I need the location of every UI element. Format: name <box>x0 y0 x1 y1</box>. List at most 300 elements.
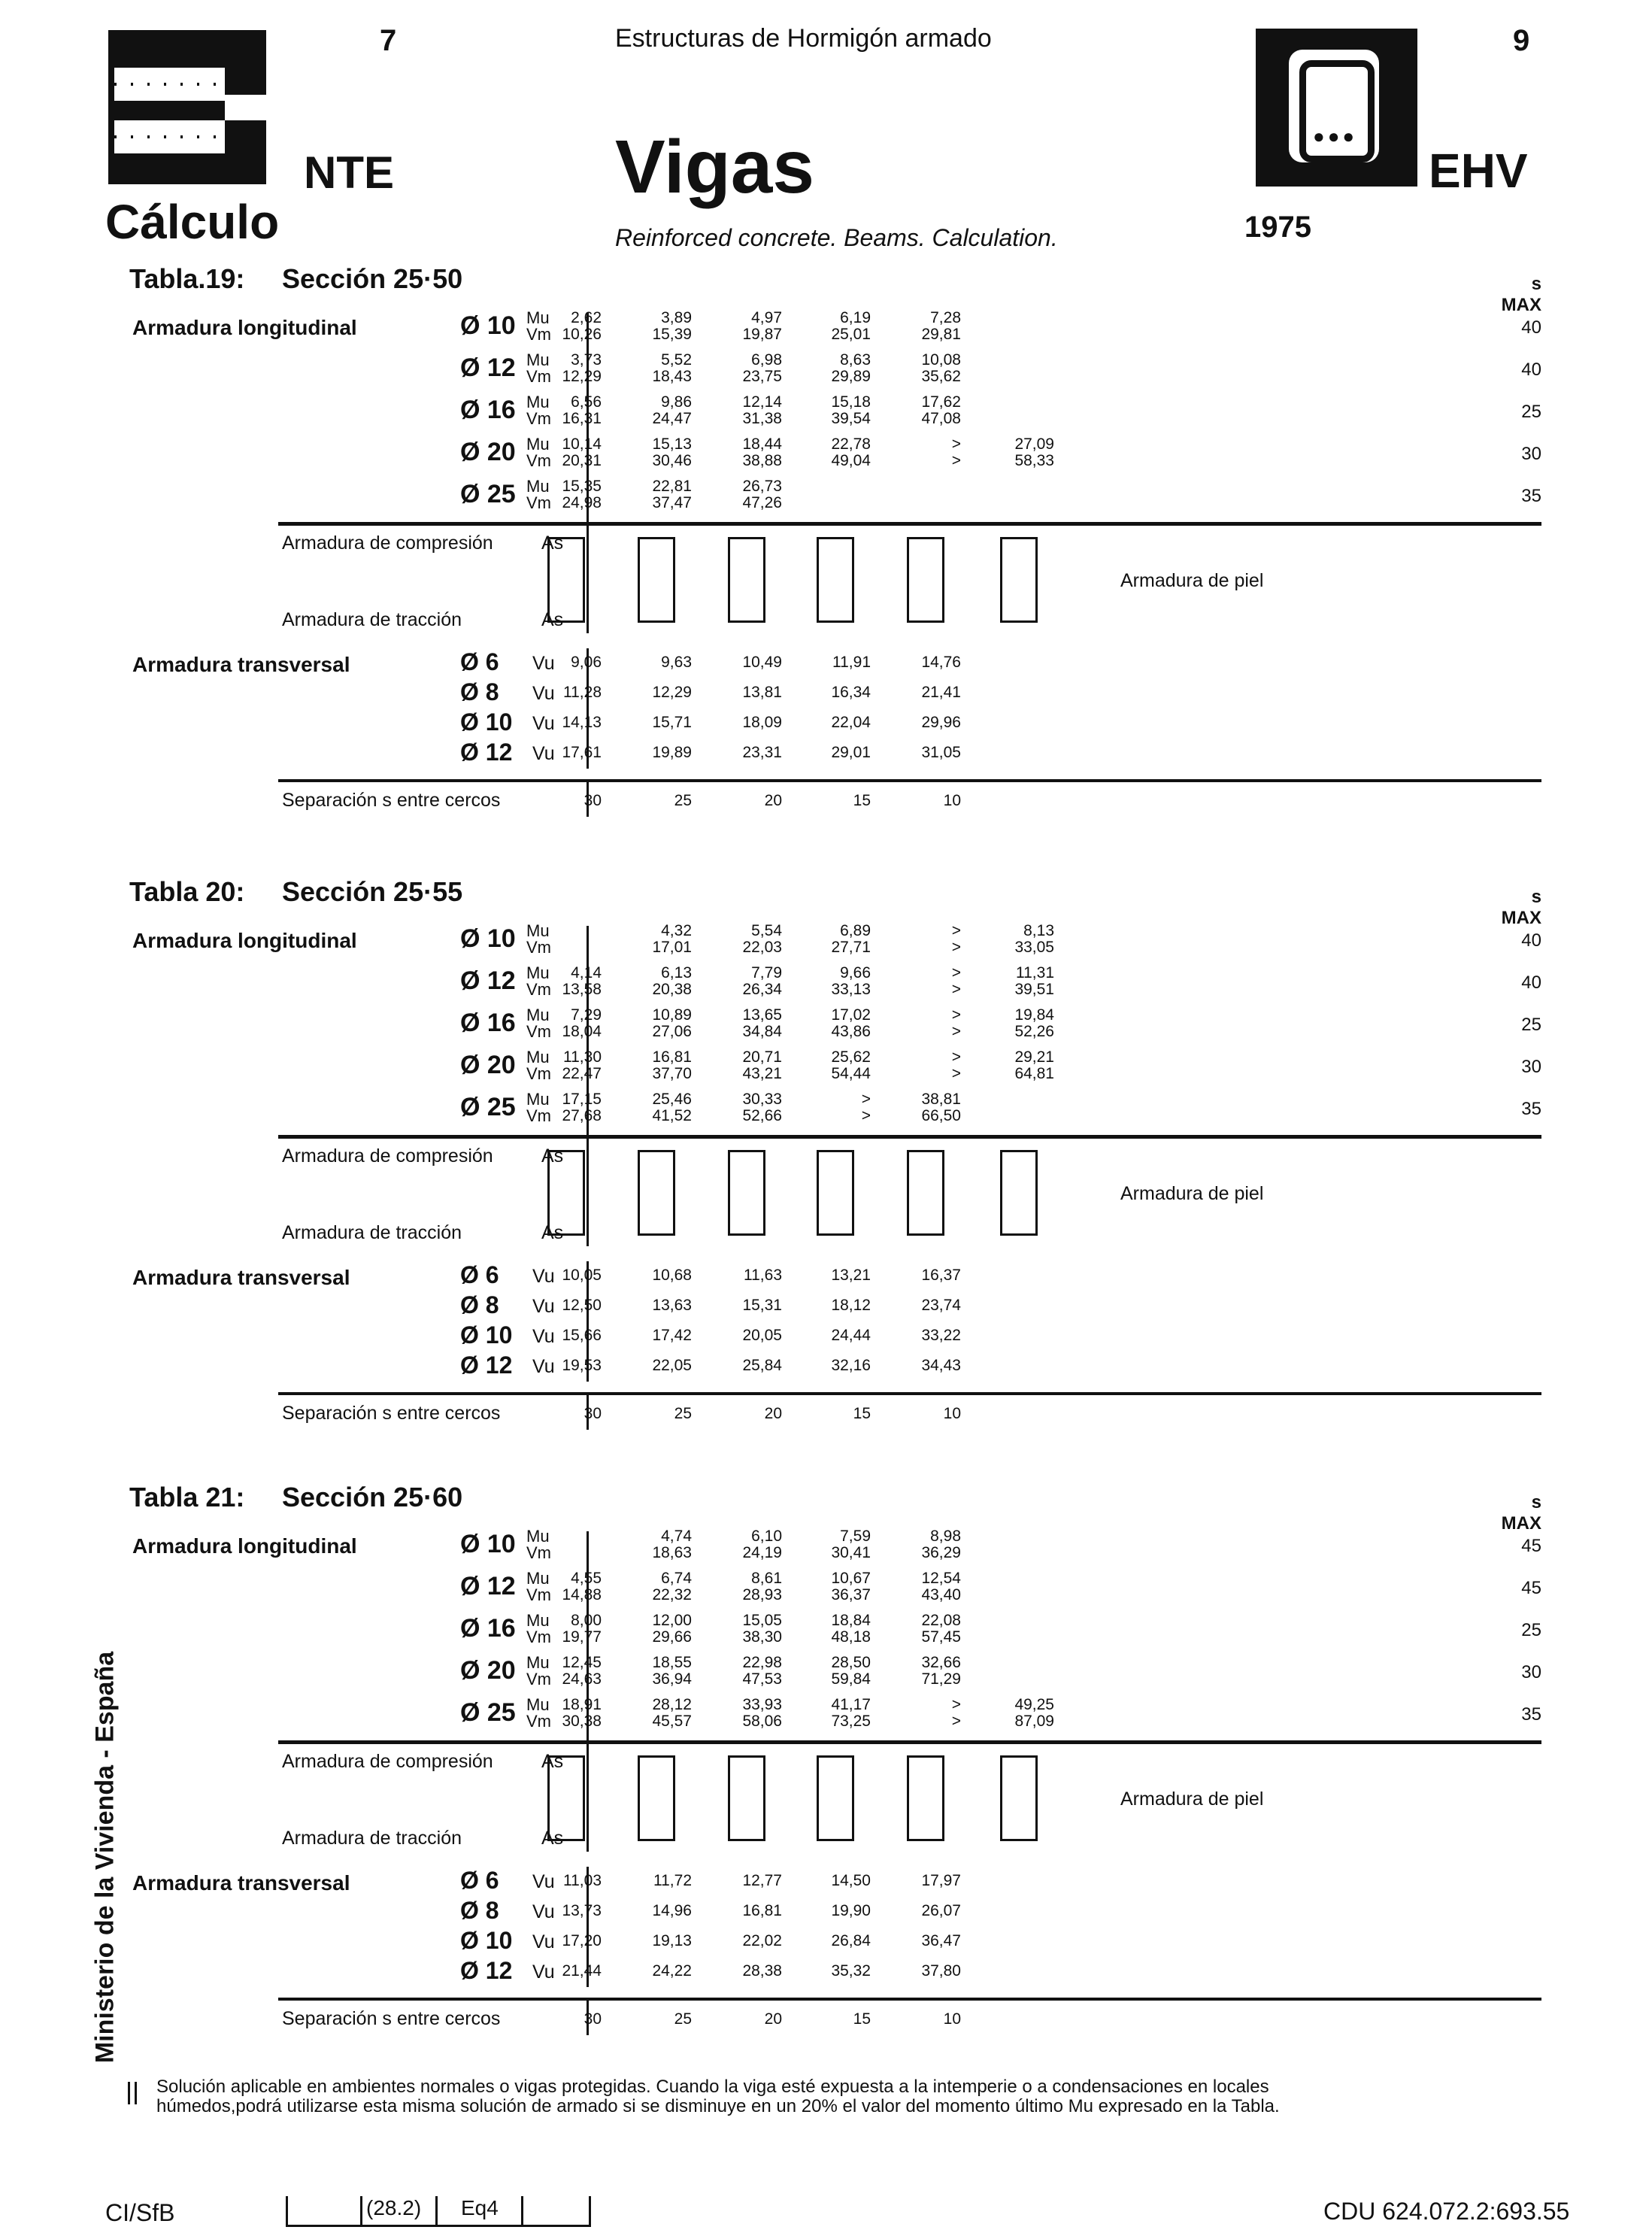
vu-value: 14,96 <box>652 1902 692 1919</box>
longitudinal-label: Armadura longitudinal <box>132 1534 357 1558</box>
vu-value: 18,12 <box>831 1297 871 1314</box>
stirrup-diameter: Ø 8 <box>460 678 499 705</box>
vu-label: Vu <box>532 1356 555 1377</box>
stirrup-spacing: 10 <box>943 1405 961 1422</box>
mu-value: 7,28 <box>930 309 961 326</box>
reinforcement-diagram-3 <box>728 1150 765 1236</box>
stirrup-spacing: 20 <box>764 1405 782 1422</box>
vm-value: 20,31 <box>562 452 602 469</box>
bar-diameter: Ø 20 <box>460 1656 516 1685</box>
smax-value: 30 <box>1521 1057 1541 1077</box>
nte-ruler-logo <box>108 30 266 184</box>
mu-value: 11,30 <box>563 1048 602 1066</box>
vm-value: 12,29 <box>562 368 602 385</box>
vu-value: 35,32 <box>831 1962 871 1980</box>
vu-value: 19,89 <box>652 744 692 761</box>
vu-value: 14,13 <box>562 714 602 731</box>
vu-value: 9,06 <box>571 654 602 671</box>
mu-value: 3,73 <box>571 351 602 369</box>
vm-value: 36,37 <box>831 1586 871 1603</box>
reinforcement-diagram-2 <box>638 537 675 623</box>
skin-reinforcement-label: Armadura de piel <box>1120 1183 1264 1204</box>
mu-label: Mu <box>526 308 550 327</box>
vu-value: 13,63 <box>652 1297 692 1314</box>
vu-label: Vu <box>532 1961 555 1983</box>
mu-value: 4,97 <box>751 309 782 326</box>
table-number: Tabla 21: <box>129 1482 245 1512</box>
vm-value: 73,25 <box>831 1713 871 1730</box>
vu-value: 12,50 <box>562 1297 602 1314</box>
smax-value: 40 <box>1521 360 1541 380</box>
mu-value: 6,74 <box>661 1570 692 1587</box>
mu-value: 7,29 <box>571 1006 602 1024</box>
mu-value: 17,62 <box>921 393 961 411</box>
vm-value: 25,01 <box>831 326 871 343</box>
vm-label: Vm <box>526 493 551 512</box>
table-number: Tabla 20: <box>129 876 245 907</box>
stirrup-spacing: 15 <box>853 2010 871 2028</box>
vm-value: 19,87 <box>742 326 782 343</box>
mu-value: 12,14 <box>742 393 782 411</box>
vm-value: 39,54 <box>831 410 871 427</box>
smax-value: 25 <box>1521 1015 1541 1035</box>
bar-diameter: Ø 16 <box>460 1614 516 1643</box>
mu-label: Mu <box>526 921 550 940</box>
mu-value: 33,93 <box>742 1696 782 1713</box>
mu-value: 32,66 <box>921 1654 961 1671</box>
footnote <box>156 2077 1532 2116</box>
bar-diameter: Ø 25 <box>460 1698 516 1727</box>
vm-value: 26,34 <box>742 981 782 998</box>
smax-value: 25 <box>1521 1620 1541 1640</box>
longitudinal-label: Armadura longitudinal <box>132 929 357 952</box>
smax-header: s MAX <box>1501 274 1541 315</box>
vm-value: 18,04 <box>562 1023 602 1040</box>
vm-value: 27,06 <box>652 1023 692 1040</box>
longitudinal-label: Armadura longitudinal <box>132 316 357 339</box>
reinforcement-diagram-5 <box>907 537 944 623</box>
section-size: Sección 25·55 <box>282 876 463 907</box>
stirrup-diameter: Ø 12 <box>460 1957 513 1984</box>
transverse-label: Armadura transversal <box>132 653 350 676</box>
mu-value: 8,61 <box>751 1570 782 1587</box>
mu-value: 15,35 <box>562 478 602 495</box>
bar-diameter: Ø 20 <box>460 1051 516 1079</box>
ehv-code: EHV <box>1429 144 1528 198</box>
skin-reinforcement-label: Armadura de piel <box>1120 570 1264 591</box>
mu-value: 4,32 <box>661 922 692 939</box>
vu-value: 10,49 <box>742 654 782 671</box>
bar-diameter: Ø 12 <box>460 353 516 382</box>
reinforcement-diagram-4 <box>817 1755 854 1841</box>
vu-label: Vu <box>532 1901 555 1922</box>
separation-label: Separación s entre cercos <box>282 2008 501 2029</box>
transverse-label: Armadura transversal <box>132 1871 350 1895</box>
vm-value: 33,05 <box>1014 939 1054 956</box>
vu-value: 22,04 <box>831 714 871 731</box>
vm-label: Vm <box>526 1670 551 1688</box>
mu-value: 16,81 <box>652 1048 692 1066</box>
compression-symbol: As <box>541 532 564 554</box>
vm-value: 36,29 <box>921 1544 961 1561</box>
vm-value: 38,88 <box>742 452 782 469</box>
mu-label: Mu <box>526 477 550 496</box>
mu-label: Mu <box>526 1090 550 1109</box>
vu-label: Vu <box>532 743 555 764</box>
page-title: Vigas <box>615 125 814 209</box>
vu-value: 24,22 <box>652 1962 692 1980</box>
vm-value: 47,08 <box>921 410 961 427</box>
vm-label: Vm <box>526 1543 551 1562</box>
mu-value: 38,81 <box>921 1091 961 1108</box>
vm-value: 41,52 <box>652 1107 692 1124</box>
smax-value: 35 <box>1521 1704 1541 1725</box>
vu-value: 25,84 <box>742 1357 782 1374</box>
vu-value: 14,76 <box>921 654 961 671</box>
vu-value: 16,37 <box>921 1267 961 1284</box>
vu-value: 21,44 <box>562 1962 602 1980</box>
bar-diameter: Ø 10 <box>460 1530 516 1558</box>
vm-value: 24,19 <box>742 1544 782 1561</box>
reinforcement-diagram-2 <box>638 1755 675 1841</box>
smax-header: s MAX <box>1501 1492 1541 1534</box>
vu-value: 29,96 <box>921 714 961 731</box>
transverse-label: Armadura transversal <box>132 1266 350 1289</box>
table-divider-diagrams <box>587 1746 589 1852</box>
vm-value: 27,68 <box>562 1107 602 1124</box>
mu-value: 18,44 <box>742 435 782 453</box>
bar-diameter: Ø 25 <box>460 480 516 508</box>
vm-value: 71,29 <box>921 1670 961 1688</box>
vm-value: 66,50 <box>921 1107 961 1124</box>
bar-diameter: Ø 20 <box>460 438 516 466</box>
compression-label: Armadura de compresión <box>282 532 493 554</box>
mu-value: 8,98 <box>930 1528 961 1545</box>
mu-label: Mu <box>526 1006 550 1024</box>
mu-value: 29,21 <box>1014 1048 1054 1066</box>
vm-value: > <box>861 1107 871 1124</box>
vu-value: 31,05 <box>921 744 961 761</box>
mu-value: 9,86 <box>661 393 692 411</box>
vu-value: 21,41 <box>921 684 961 701</box>
vu-value: 13,73 <box>562 1902 602 1919</box>
vm-label: Vm <box>526 1064 551 1083</box>
vm-label: Vm <box>526 451 551 470</box>
bar-diameter: Ø 12 <box>460 966 516 995</box>
tension-label: Armadura de tracción <box>282 609 462 630</box>
reinforcement-diagram-5 <box>907 1755 944 1841</box>
mu-value: 30,33 <box>742 1091 782 1108</box>
mu-value: 15,13 <box>652 435 692 453</box>
stirrup-spacing: 25 <box>674 792 692 809</box>
mu-value: 6,89 <box>840 922 871 939</box>
vm-value: 49,04 <box>831 452 871 469</box>
vu-value: 22,05 <box>652 1357 692 1374</box>
footnote-line-1: Solución aplicable en ambientes normales o vigas protegidas. Cuando la viga esté expuesta a la intemperie o a condensaciones en locales <box>156 2077 1269 2097</box>
mu-value: 5,52 <box>661 351 692 369</box>
vu-value: 11,28 <box>563 684 602 701</box>
vu-value: 10,05 <box>562 1267 602 1284</box>
vu-value: 12,77 <box>742 1872 782 1889</box>
vu-value: 24,44 <box>831 1327 871 1344</box>
mu-value: 6,19 <box>840 309 871 326</box>
vm-value: 30,38 <box>562 1713 602 1730</box>
vm-label: Vm <box>526 367 551 386</box>
reinforcement-diagram-6 <box>1000 1150 1038 1236</box>
mu-value: 12,54 <box>921 1570 961 1587</box>
vm-value: 18,63 <box>652 1544 692 1561</box>
mu-value: 4,74 <box>661 1528 692 1545</box>
section-size: Sección 25·50 <box>282 263 463 294</box>
table-divider-diagrams <box>587 528 589 633</box>
vm-value: 52,66 <box>742 1107 782 1124</box>
stirrup-diameter: Ø 12 <box>460 1352 513 1379</box>
mu-value: 6,56 <box>571 393 602 411</box>
vu-value: 22,02 <box>742 1932 782 1949</box>
vm-value: 29,66 <box>652 1628 692 1646</box>
vm-label: Vm <box>526 1585 551 1604</box>
footnote-line-2: húmedos,podrá utilizarse esta misma solución de armado si se disminuye en un 20% el valor del momento último Mu expresado en la Tabla. <box>156 2096 1280 2116</box>
vu-value: 17,42 <box>652 1327 692 1344</box>
bar-diameter: Ø 25 <box>460 1093 516 1121</box>
mu-value: 19,84 <box>1014 1006 1054 1024</box>
vu-label: Vu <box>532 1326 555 1347</box>
vm-value: 58,33 <box>1014 452 1054 469</box>
compression-symbol: As <box>541 1751 564 1772</box>
mu-value: 2,62 <box>571 309 602 326</box>
mu-value: 20,71 <box>742 1048 782 1066</box>
vm-value: > <box>951 452 961 469</box>
stirrup-spacing: 15 <box>853 1405 871 1422</box>
vm-value: 58,06 <box>742 1713 782 1730</box>
smax-value: 30 <box>1521 444 1541 464</box>
vm-value: 36,94 <box>652 1670 692 1688</box>
mu-value: 27,09 <box>1014 435 1054 453</box>
mu-value: > <box>861 1091 871 1108</box>
mu-value: 12,00 <box>652 1612 692 1629</box>
mu-label: Mu <box>526 963 550 982</box>
vm-value: 31,38 <box>742 410 782 427</box>
vm-label: Vm <box>526 980 551 999</box>
vu-value: 20,05 <box>742 1327 782 1344</box>
vu-value: 33,22 <box>921 1327 961 1344</box>
year: 1975 <box>1244 211 1311 244</box>
mu-value: 4,14 <box>571 964 602 981</box>
vm-value: 52,26 <box>1014 1023 1054 1040</box>
mu-value: 7,79 <box>751 964 782 981</box>
mu-label: Mu <box>526 1611 550 1630</box>
mu-value: > <box>951 1696 961 1713</box>
vu-value: 26,84 <box>831 1932 871 1949</box>
smax-value: 45 <box>1521 1578 1541 1598</box>
footnote-marker <box>128 2082 137 2104</box>
mu-value: 15,05 <box>742 1612 782 1629</box>
vm-value: 45,57 <box>652 1713 692 1730</box>
vm-value: > <box>951 939 961 956</box>
mu-value: > <box>951 435 961 453</box>
vm-value: 14,88 <box>562 1586 602 1603</box>
smax-value: 30 <box>1521 1662 1541 1682</box>
vm-value: 64,81 <box>1014 1065 1054 1082</box>
vu-label: Vu <box>532 713 555 734</box>
stirrup-spacing: 15 <box>853 792 871 809</box>
vu-label: Vu <box>532 1266 555 1287</box>
vm-value: 28,93 <box>742 1586 782 1603</box>
mu-label: Mu <box>526 1695 550 1714</box>
vu-value: 11,03 <box>563 1872 602 1889</box>
mu-label: Mu <box>526 1653 550 1672</box>
mu-value: 12,45 <box>562 1654 602 1671</box>
reinforcement-diagram-5 <box>907 1150 944 1236</box>
mu-value: 18,91 <box>562 1696 602 1713</box>
mu-label: Mu <box>526 435 550 454</box>
section-rule <box>278 1740 1541 1744</box>
mu-value: 22,98 <box>742 1654 782 1671</box>
series-title: Estructuras de Hormigón armado <box>615 24 992 53</box>
mu-value: 8,13 <box>1023 922 1054 939</box>
vu-label: Vu <box>532 1931 555 1952</box>
stirrup-diameter: Ø 6 <box>460 648 499 675</box>
stirrup-spacing: 25 <box>674 1405 692 1422</box>
stirrup-spacing: 30 <box>584 1405 602 1422</box>
vu-value: 34,43 <box>921 1357 961 1374</box>
mu-value: 26,73 <box>742 478 782 495</box>
vm-value: 38,30 <box>742 1628 782 1646</box>
mu-value: > <box>951 1006 961 1024</box>
mu-value: 18,55 <box>652 1654 692 1671</box>
vm-value: > <box>951 1065 961 1082</box>
vm-value: 13,58 <box>562 981 602 998</box>
mu-value: 28,50 <box>831 1654 871 1671</box>
vm-label: Vm <box>526 1628 551 1646</box>
vu-value: 15,66 <box>562 1327 602 1344</box>
reinforcement-diagram-2 <box>638 1150 675 1236</box>
vm-value: 29,81 <box>921 326 961 343</box>
stirrup-diameter: Ø 10 <box>460 708 513 736</box>
smax-value: 35 <box>1521 486 1541 506</box>
vm-value: 37,70 <box>652 1065 692 1082</box>
skin-reinforcement-label: Armadura de piel <box>1120 1788 1264 1810</box>
mu-value: > <box>951 1048 961 1066</box>
smax-value: 45 <box>1521 1536 1541 1556</box>
mu-label: Mu <box>526 1527 550 1546</box>
separation-rule <box>278 1998 1541 2001</box>
compression-label: Armadura de compresión <box>282 1145 493 1167</box>
vu-value: 15,71 <box>652 714 692 731</box>
mu-label: Mu <box>526 393 550 411</box>
mu-value: 10,08 <box>921 351 961 369</box>
stirrup-spacing: 10 <box>943 792 961 809</box>
vu-value: 32,16 <box>831 1357 871 1374</box>
vm-label: Vm <box>526 1106 551 1125</box>
vu-value: 36,47 <box>921 1932 961 1949</box>
mu-value: 25,62 <box>831 1048 871 1066</box>
mu-label: Mu <box>526 350 550 369</box>
vu-value: 28,38 <box>742 1962 782 1980</box>
mu-value: 17,15 <box>562 1091 602 1108</box>
vm-value: 59,84 <box>831 1670 871 1688</box>
vm-value: 43,21 <box>742 1065 782 1082</box>
smax-value: 25 <box>1521 402 1541 422</box>
vm-value: 24,63 <box>562 1670 602 1688</box>
reinforcement-diagram-4 <box>817 1150 854 1236</box>
vm-value: 29,89 <box>831 368 871 385</box>
vm-value: 10,26 <box>562 326 602 343</box>
vm-value: 27,71 <box>831 939 871 956</box>
vu-value: 19,90 <box>831 1902 871 1919</box>
page-number-left: 7 <box>380 24 397 57</box>
stirrup-spacing: 30 <box>584 792 602 809</box>
mu-value: 8,00 <box>571 1612 602 1629</box>
classification-box-1: (28.2) <box>366 2196 422 2219</box>
vu-label: Vu <box>532 683 555 704</box>
vm-value: 43,86 <box>831 1023 871 1040</box>
smax-value: 40 <box>1521 317 1541 338</box>
mu-value: 22,08 <box>921 1612 961 1629</box>
table-number: Tabla.19: <box>129 263 245 294</box>
vm-value: 23,75 <box>742 368 782 385</box>
compression-label: Armadura de compresión <box>282 1751 493 1772</box>
tension-label: Armadura de tracción <box>282 1828 462 1849</box>
mu-value: 49,25 <box>1014 1696 1054 1713</box>
separation-rule <box>278 779 1541 782</box>
vm-label: Vm <box>526 325 551 344</box>
vm-value: 47,26 <box>742 494 782 511</box>
vu-value: 37,80 <box>921 1962 961 1980</box>
vm-value: 17,01 <box>652 939 692 956</box>
stirrup-spacing: 30 <box>584 2010 602 2028</box>
vm-value: 24,47 <box>652 410 692 427</box>
vm-value: 39,51 <box>1014 981 1054 998</box>
separation-label: Separación s entre cercos <box>282 790 501 811</box>
vu-value: 26,07 <box>921 1902 961 1919</box>
vu-value: 18,09 <box>742 714 782 731</box>
stirrup-diameter: Ø 8 <box>460 1291 499 1318</box>
vu-value: 14,50 <box>831 1872 871 1889</box>
bar-diameter: Ø 16 <box>460 396 516 424</box>
page-number-right: 9 <box>1513 24 1530 57</box>
vm-value: 30,46 <box>652 452 692 469</box>
vm-value: 54,44 <box>831 1065 871 1082</box>
vm-value: 48,18 <box>831 1628 871 1646</box>
mu-value: 7,59 <box>840 1528 871 1545</box>
vm-value: 30,41 <box>831 1544 871 1561</box>
mu-value: > <box>951 922 961 939</box>
stirrup-diameter: Ø 10 <box>460 1321 513 1349</box>
reinforcement-diagram-4 <box>817 537 854 623</box>
reinforcement-diagram-3 <box>728 1755 765 1841</box>
stirrup-diameter: Ø 8 <box>460 1897 499 1924</box>
smax-value: 40 <box>1521 930 1541 951</box>
vm-value: 24,98 <box>562 494 602 511</box>
vm-value: 18,43 <box>652 368 692 385</box>
smax-value: 40 <box>1521 972 1541 993</box>
cdu-code: CDU 624.072.2:693.55 <box>1323 2198 1570 2225</box>
vu-label: Vu <box>532 1871 555 1892</box>
vu-value: 10,68 <box>652 1267 692 1284</box>
mu-label: Mu <box>526 1569 550 1588</box>
smax-header: s MAX <box>1501 887 1541 928</box>
vu-value: 17,20 <box>562 1932 602 1949</box>
tension-symbol: As <box>541 1828 564 1849</box>
english-subtitle: Reinforced concrete. Beams. Calculation. <box>615 224 1058 251</box>
vu-label: Vu <box>532 653 555 674</box>
vu-value: 12,29 <box>652 684 692 701</box>
ministry-vertical-text: Ministerio de la Vivienda - España <box>90 1651 120 2064</box>
vm-value: 37,47 <box>652 494 692 511</box>
mu-value: 10,14 <box>562 435 602 453</box>
nte-label: NTE <box>304 147 394 198</box>
